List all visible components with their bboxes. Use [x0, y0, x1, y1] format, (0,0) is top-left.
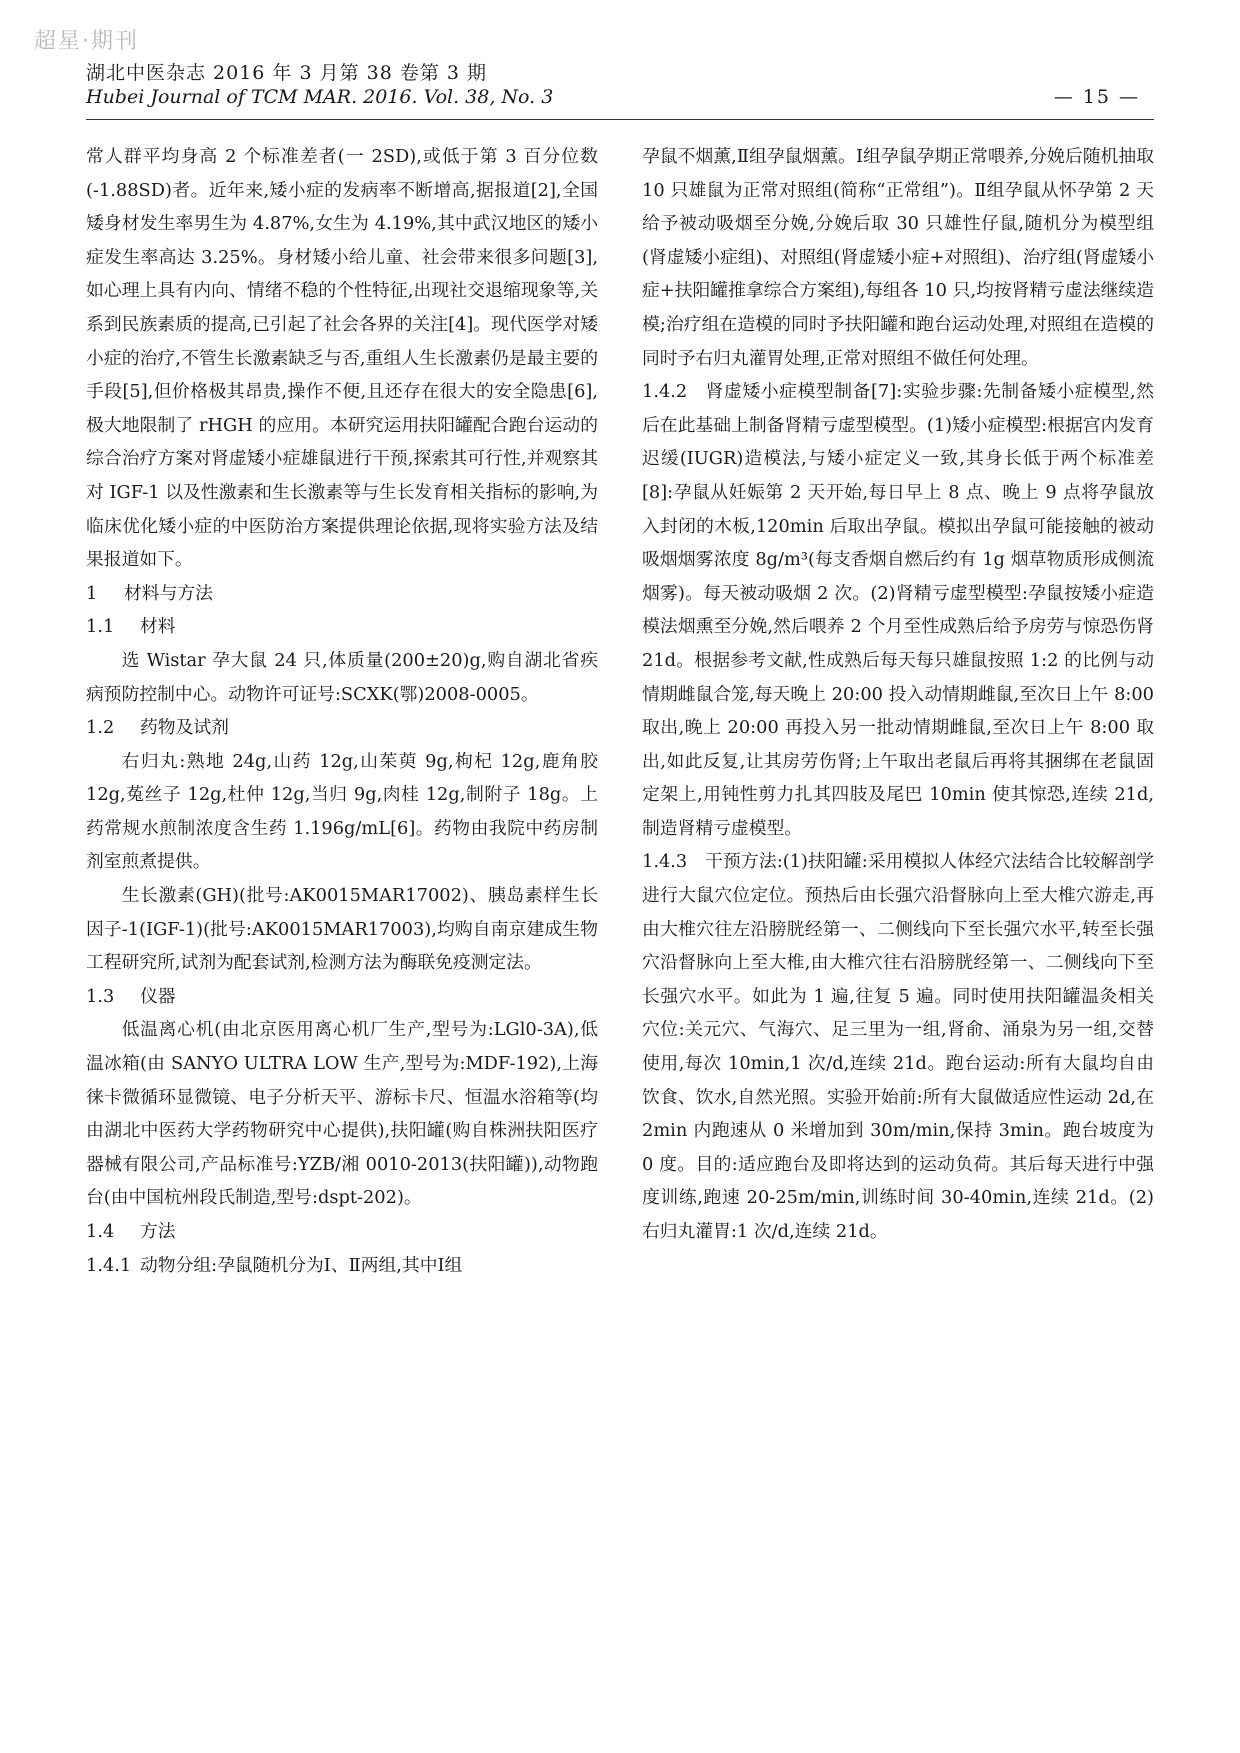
- section-number: 1.4.3: [642, 851, 688, 873]
- section-heading-1-4: [86, 1215, 598, 1249]
- section-title: 仪器: [140, 985, 176, 1007]
- section-1-4-1: [86, 1249, 598, 1283]
- section-title: 方法: [140, 1221, 176, 1242]
- left-column: [86, 140, 598, 1282]
- watermark-logo: 超星·期刊: [34, 29, 139, 54]
- section-number: 1.1: [86, 616, 115, 638]
- materials-paragraph: 选 Wistar 孕大鼠 24 只,体质量(200±20)g,购自湖北省疾病预防控制中心。动物许可证号:SCXK(鄂)2008-0005。: [86, 649, 598, 705]
- section-title: 材料与方法: [124, 582, 213, 604]
- section-1-4-3: [642, 845, 1154, 1248]
- section-1-4-2: [642, 375, 1154, 845]
- grouping-paragraph-continued: 孕鼠不烟薰,Ⅱ组孕鼠烟薰。Ⅰ组孕鼠孕期正常喂养,分娩后随机抽取 10 只雄鼠为正常对照组(简称“正常组”)。Ⅱ组孕鼠从怀孕第 2 天给予被动吸烟至分娩,分娩后取 30 只雄性仔鼠,随机分为模型组(肾虚矮小症组)、对照组(肾虚矮小症+对照组)、治疗组(肾虚矮小症+扶阳罐推拿综合方案组),每组各 10 只,均按肾精亏虚法继续造模;治疗组在造模的同时予扶阳罐和跑台运动处理,对照组在造模的同时予右归丸灌胃处理,正常对照组不做任何处理。: [642, 146, 1154, 369]
- journal-header-cn: 湖北中医杂志 2016 年 3 月第 38 卷第 3 期: [86, 62, 488, 84]
- intro-paragraph: 常人群平均身高 2 个标准差者(一 2SD),或低于第 3 百分位数(-1.88SD)者。近年来,矮小症的发病率不断增高,据报道[2],全国矮身材发生率男生为 4.87%,女生为 4.19%,其中武汉地区的矮小症发生率高达 3.25%。身材矮小给儿童、社会带来很多问题[3],如心理上具有内向、情绪不稳的个性特征,出现社交退缩现象等,关系到民族素质的提高,已引起了社会各界的关注[4]。现代医学对矮小症的治疗,不管生长激素缺乏与否,重组人生长激素仍是最主要的手段[5],但价格极其昂贵,操作不便,且还存在很大的安全隐患[6],极大地限制了 rHGH 的应用。本研究运用扶阳罐配合跑台运动的综合治疗方案对肾虚矮小症雄鼠进行干预,探索其可行性,并观察其对 IGF-1 以及性激素和生长激素等与生长发育相关指标的影响,为临床优化矮小症的中医防治方案提供理论依据,现将实验方法及结果报道如下。: [86, 146, 598, 571]
- drugs-paragraph-2: 生长激素(GH)(批号:AK0015MAR17002)、胰岛素样生长因子-1(IGF-1)(批号:AK0015MAR17003),均购自南京建成生物工程研究所,试剂为配套试剂,检测方法为酶联免疫测定法。: [86, 885, 598, 974]
- section-number: 1: [86, 582, 98, 604]
- instruments-paragraph: 低温离心机(由北京医用离心机厂生产,型号为:LGl0-3A),低温冰箱(由 SANYO ULTRA LOW 生产,型号为:MDF-192),上海徕卡微循环显微镜、电子分析天平、游标卡尺、恒温水浴箱等(均由湖北中医药大学药物研究中心提供),扶阳罐(购自株洲扶阳医疗器械有限公司,产品标准号:YZB/湘 0010-2013(扶阳罐)),动物跑台(由中国杭州段氏制造,型号:dspt-202)。: [86, 1019, 598, 1209]
- section-number: 1.4.2: [642, 381, 688, 403]
- grouping-paragraph-start: 动物分组:孕鼠随机分为Ⅰ、Ⅱ两组,其中Ⅰ组: [140, 1254, 463, 1276]
- section-heading-1: [86, 577, 598, 611]
- section-number: 1.2: [86, 717, 115, 739]
- right-column: [642, 140, 1154, 1249]
- section-number: 1.3: [86, 985, 115, 1007]
- section-number: 1.4.1: [86, 1254, 132, 1276]
- section-heading-1-2: [86, 711, 598, 745]
- journal-header-en: Hubei Journal of TCM MAR. 2016. Vol. 38, No. 3: [86, 86, 554, 108]
- header-rule: [86, 119, 1154, 120]
- section-heading-1-1: [86, 610, 598, 644]
- section-heading-1-3: [86, 980, 598, 1014]
- page-number: — 15 —: [1053, 86, 1140, 108]
- section-title: 药物及试剂: [140, 717, 229, 739]
- intervention-paragraph: 干预方法:(1)扶阳罐:采用模拟人体经穴法结合比较解剖学进行大鼠穴位定位。预热后由长强穴沿督脉向上至大椎穴游走,再由大椎穴往左沿膀胱经第一、二侧线向下至长强穴水平,转至长强穴沿督脉向上至大椎,由大椎穴往右沿膀胱经第一、二侧线向下至长强穴水平。如此为 1 遍,往复 5 遍。同时使用扶阳罐温灸相关穴位:关元穴、气海穴、足三里为一组,肾俞、涌泉为另一组,交替使用,每次 10min,1 次/d,连续 21d。跑台运动:所有大鼠均自由饮食、饮水,自然光照。实验开始前:所有大鼠做适应性运动 2d,在 2min 内跑速从 0 米增加到 30m/min,保持 3min。跑台坡度为 0 度。目的:适应跑台及即将达到的运动负荷。其后每天进行中强度训练,跑速 20-25m/min,训练时间 30-40min,连续 21d。(2)右归丸灌胃:1 次/d,连续 21d。: [642, 851, 1154, 1242]
- section-number: 1.4: [86, 1221, 115, 1242]
- model-preparation-paragraph: 肾虚矮小症模型制备[7]:实验步骤:先制备矮小症模型,然后在此基础上制备肾精亏虚型模型。(1)矮小症模型:根据宫内发育迟缓(IUGR)造模法,与矮小症定义一致,其身长低于两个标准差[8]:孕鼠从妊娠第 2 天开始,每日早上 8 点、晚上 9 点将孕鼠放入封闭的木板,120min 后取出孕鼠。模拟出孕鼠可能接触的被动吸烟烟雾浓度 8g/m³(每支香烟自燃后约有 1g 烟草物质形成侧流烟雾)。每天被动吸烟 2 次。(2)肾精亏虚型模型:孕鼠按矮小症造模法烟熏至分娩,然后喂养 2 个月至性成熟后给予房劳与惊恐伤肾 21d。根据参考文献,性成熟后每天每只雄鼠按照 1:2 的比例与动情期雌鼠合笼,每天晚上 20:00 投入动情期雌鼠,至次日上午 8:00 取出,晚上 20:00 再投入另一批动情期雌鼠,至次日上午 8:00 取出,如此反复,让其房劳伤肾;上午取出老鼠后再将其捆绑在老鼠固定架上,用钝性剪力扎其四肢及尾巴 10min 使其惊恐,连续 21d,制造肾精亏虚模型。: [642, 381, 1154, 839]
- drugs-paragraph-1: 右归丸:熟地 24g,山药 12g,山茱萸 9g,枸杞 12g,鹿角胶 12g,菟丝子 12g,杜仲 12g,当归 9g,肉桂 12g,制附子 18g。上药常规水煎制浓度含生药 1.196g/mL[6]。药物由我院中药房制剂室煎煮提供。: [86, 750, 598, 873]
- section-title: 材料: [140, 616, 176, 638]
